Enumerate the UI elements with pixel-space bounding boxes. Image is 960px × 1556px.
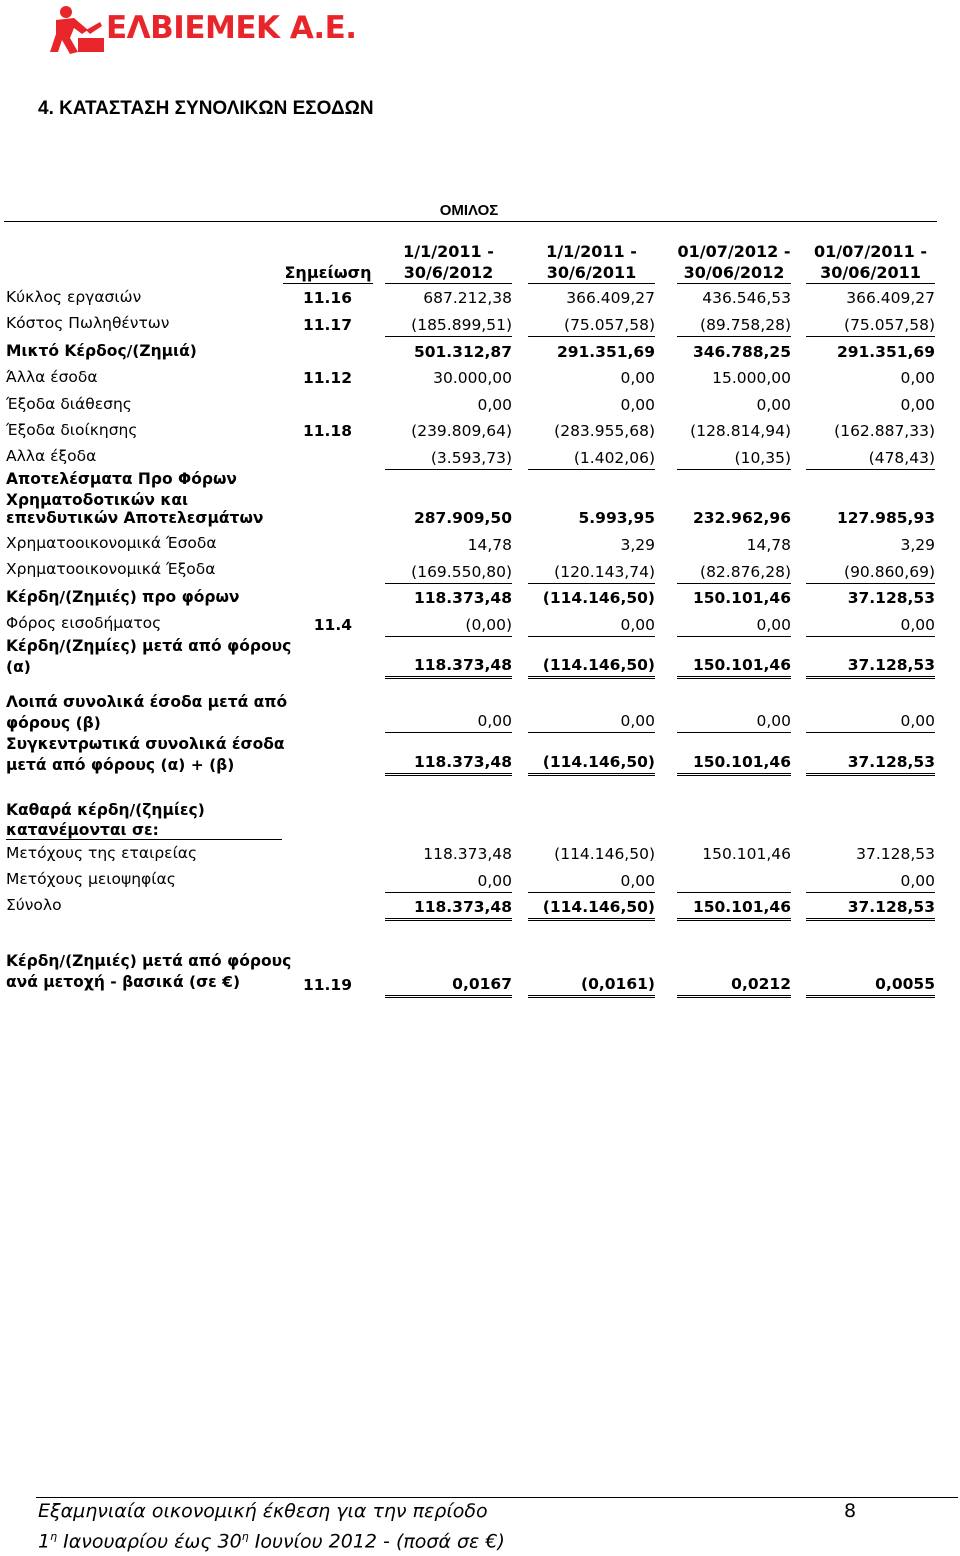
company-logo bbox=[48, 4, 357, 56]
row-note-ref: 11.12 bbox=[302, 369, 352, 387]
column-header-underline bbox=[528, 283, 655, 284]
row-label: Κέρδη/(Ζημιές) προ φόρων bbox=[6, 588, 240, 606]
row-value-cell: (128.814,94) bbox=[690, 422, 791, 440]
row-value-cell: 291.351,69 bbox=[556, 343, 655, 361]
row-value-cell: (283.955,68) bbox=[554, 422, 655, 440]
row-label: (α) bbox=[6, 658, 31, 676]
column-header-underline bbox=[385, 283, 512, 284]
row-value-cell: (75.057,58) bbox=[528, 316, 655, 337]
row-value-cell: 5.993,95 bbox=[578, 509, 655, 527]
period-column-header: 1/1/2011 - 30/6/2011 bbox=[546, 242, 637, 282]
footer-divider bbox=[36, 1497, 958, 1498]
row-value-cell: 150.101,46 bbox=[677, 656, 791, 679]
row-value-cell: (89.758,28) bbox=[677, 316, 791, 337]
row-value-cell: 14,78 bbox=[746, 536, 791, 554]
period-column-header: 1/1/2011 - 30/6/2012 bbox=[403, 242, 494, 282]
page-number: 8 bbox=[844, 1500, 857, 1522]
row-value-cell: (169.550,80) bbox=[385, 563, 512, 584]
row-label: ανά μετοχή - βασικά (σε €) bbox=[6, 973, 241, 991]
row-label: Χρηματοοικονομικά Έξοδα bbox=[6, 560, 216, 578]
row-value-cell: 0,00 bbox=[385, 872, 512, 893]
row-label: Αλλα έξοδα bbox=[6, 447, 97, 465]
row-value-cell: (239.809,64) bbox=[411, 422, 512, 440]
row-label: Μετόχους της εταιρείας bbox=[6, 844, 198, 862]
row-note-ref: 11.17 bbox=[302, 316, 352, 334]
row-value-cell: 15.000,00 bbox=[712, 369, 791, 387]
note-column-header: Σημείωση bbox=[284, 263, 372, 282]
row-label: Χρηματοοικονομικά Έσοδα bbox=[6, 534, 217, 552]
row-value-cell: 0,00 bbox=[900, 369, 935, 387]
row-value-cell: 0,00 bbox=[900, 396, 935, 414]
row-value-cell: 0,0167 bbox=[385, 975, 512, 998]
row-value-cell: (185.899,51) bbox=[385, 316, 512, 337]
row-label: Κύκλος εργασιών bbox=[6, 288, 142, 306]
column-header-underline bbox=[806, 283, 935, 284]
row-value-cell: 0,00 bbox=[385, 712, 512, 733]
row-value-cell: (114.146,50) bbox=[542, 589, 655, 607]
row-value-cell: (0,00) bbox=[385, 616, 512, 637]
row-value-cell: 37.128,53 bbox=[806, 753, 935, 776]
row-label: Κόστος Πωληθέντων bbox=[6, 314, 170, 332]
row-value-cell: 0,00 bbox=[677, 616, 791, 637]
row-value-cell: (82.876,28) bbox=[677, 563, 791, 584]
group-underline bbox=[4, 221, 937, 222]
row-value-cell: 0,00 bbox=[756, 396, 791, 414]
row-value-cell: 127.985,93 bbox=[836, 509, 935, 527]
row-value-cell: (478,43) bbox=[806, 449, 935, 470]
row-value-cell: 118.373,48 bbox=[385, 898, 512, 921]
note-header-underline bbox=[283, 283, 373, 284]
row-value-cell: 232.962,96 bbox=[692, 509, 791, 527]
row-value-cell: 150.101,46 bbox=[692, 589, 791, 607]
row-value-cell: (10,35) bbox=[677, 449, 791, 470]
row-value-cell: 37.128,53 bbox=[806, 898, 935, 921]
row-label: φόρους (β) bbox=[6, 714, 101, 732]
row-value-cell: 118.373,48 bbox=[423, 845, 512, 863]
row-note-ref: 11.4 bbox=[313, 616, 352, 634]
column-header-underline bbox=[677, 283, 791, 284]
row-value-cell: 0,00 bbox=[806, 872, 935, 893]
row-value-cell: 0,00 bbox=[528, 616, 655, 637]
row-label: Φόρος εισοδήματος bbox=[6, 614, 162, 632]
row-label: Άλλα έσοδα bbox=[6, 368, 98, 386]
worker-logo-icon bbox=[48, 4, 108, 56]
row-value-cell: 366.409,27 bbox=[846, 289, 935, 307]
row-value-cell: 0,0055 bbox=[806, 975, 935, 998]
row-value-cell: (114.146,50) bbox=[528, 656, 655, 679]
row-value-cell: 37.128,53 bbox=[847, 589, 935, 607]
row-label: Χρηματοδοτικών και bbox=[6, 491, 189, 509]
row-value-cell: 30.000,00 bbox=[433, 369, 512, 387]
row-value-cell: 0,00 bbox=[477, 396, 512, 414]
row-value-cell: 0,00 bbox=[806, 712, 935, 733]
row-note-ref: 11.19 bbox=[302, 976, 352, 994]
row-value-cell: 0,00 bbox=[620, 369, 655, 387]
row-label: Συγκεντρωτικά συνολικά έσοδα bbox=[6, 735, 285, 753]
group-title: ΟΜΙΛΟΣ bbox=[439, 202, 499, 219]
period-column-header: 01/07/2012 - 30/06/2012 bbox=[677, 242, 791, 282]
row-value-cell: (114.146,50) bbox=[528, 898, 655, 921]
row-note-ref: 11.18 bbox=[302, 422, 352, 440]
row-value-cell: 436.546,53 bbox=[702, 289, 791, 307]
row-value-cell: 0,00 bbox=[620, 396, 655, 414]
row-value-cell: 14,78 bbox=[467, 536, 512, 554]
row-value-cell: 501.312,87 bbox=[413, 343, 512, 361]
row-value-cell: (114.146,50) bbox=[554, 845, 655, 863]
row-value-cell: (114.146,50) bbox=[528, 753, 655, 776]
row-value-cell: 0,00 bbox=[806, 616, 935, 637]
row-value-cell: 287.909,50 bbox=[413, 509, 512, 527]
footer-report-title: Εξαμηνιαία οικονομική έκθεση για την περίοδο bbox=[38, 1500, 488, 1522]
row-value-cell: 3,29 bbox=[900, 536, 935, 554]
row-value-cell: (75.057,58) bbox=[806, 316, 935, 337]
row-label: Λοιπά συνολικά έσοδα μετά από bbox=[6, 693, 288, 711]
row-value-cell: 150.101,46 bbox=[677, 753, 791, 776]
row-label: μετά από φόρους (α) + (β) bbox=[6, 756, 235, 774]
footer-period: $1^\eta$ Ιανουαρίου έως $30^\eta$ Ιουνίου 2012 - (ποσά σε €) bbox=[38, 1530, 505, 1553]
row-value-cell: 366.409,27 bbox=[566, 289, 655, 307]
row-label: Έξοδα διοίκησης bbox=[6, 421, 138, 439]
row-value-cell: 150.101,46 bbox=[677, 898, 791, 921]
row-label: Κέρδη/(Ζημιές) μετά από φόρους bbox=[6, 952, 292, 970]
row-value-cell: 118.373,48 bbox=[385, 656, 512, 679]
row-value-cell: 118.373,48 bbox=[413, 589, 512, 607]
row-value-cell: 0,00 bbox=[528, 872, 655, 893]
row-value-cell: (1.402,06) bbox=[528, 449, 655, 470]
row-value-cell: 0,0212 bbox=[677, 975, 791, 998]
row-label: Μετόχους μειοψηφίας bbox=[6, 870, 176, 888]
row-value-cell: 3,29 bbox=[620, 536, 655, 554]
row-value-cell: 291.351,69 bbox=[836, 343, 935, 361]
row-value-cell: 0,00 bbox=[677, 712, 791, 733]
row-value-cell: 37.128,53 bbox=[806, 656, 935, 679]
row-value-cell: 37.128,53 bbox=[856, 845, 935, 863]
row-value-cell: (162.887,33) bbox=[834, 422, 935, 440]
row-note-ref: 11.16 bbox=[302, 289, 352, 307]
row-label: Αποτελέσματα Προ Φόρων bbox=[6, 470, 237, 488]
row-value-cell: 687.212,38 bbox=[423, 289, 512, 307]
row-label: Μικτό Κέρδος/(Ζημιά) bbox=[6, 342, 197, 360]
row-value-cell: (3.593,73) bbox=[385, 449, 512, 470]
period-column-header: 01/07/2011 - 30/06/2011 bbox=[814, 242, 927, 282]
row-label: κατανέμονται σε: bbox=[6, 821, 282, 840]
row-value-cell: 150.101,46 bbox=[702, 845, 791, 863]
row-label: Κέρδη/(Ζημίες) μετά από φόρους bbox=[6, 637, 292, 655]
row-value-cell: 0,00 bbox=[528, 712, 655, 733]
row-value-cell: (0,0161) bbox=[528, 975, 655, 998]
row-label: Σύνολο bbox=[6, 896, 62, 914]
row-label: Καθαρά κέρδη/(ζημίες) bbox=[6, 801, 205, 819]
row-value-cell: 118.373,48 bbox=[385, 753, 512, 776]
row-value-cell: (90.860,69) bbox=[806, 563, 935, 584]
section-title: 4. ΚΑΤΑΣΤΑΣΗ ΣΥΝΟΛΙΚΩΝ ΕΣΟΔΩΝ bbox=[38, 98, 374, 119]
row-label: επενδυτικών Αποτελεσμάτων bbox=[6, 509, 264, 527]
row-value-cell: (120.143,74) bbox=[528, 563, 655, 584]
row-label: Έξοδα διάθεσης bbox=[6, 395, 132, 413]
row-value-cell: 346.788,25 bbox=[692, 343, 791, 361]
brand-name: ΕΛΒΙΕΜΕΚ Α.Ε. bbox=[106, 10, 357, 46]
row-value-cell bbox=[677, 872, 791, 893]
